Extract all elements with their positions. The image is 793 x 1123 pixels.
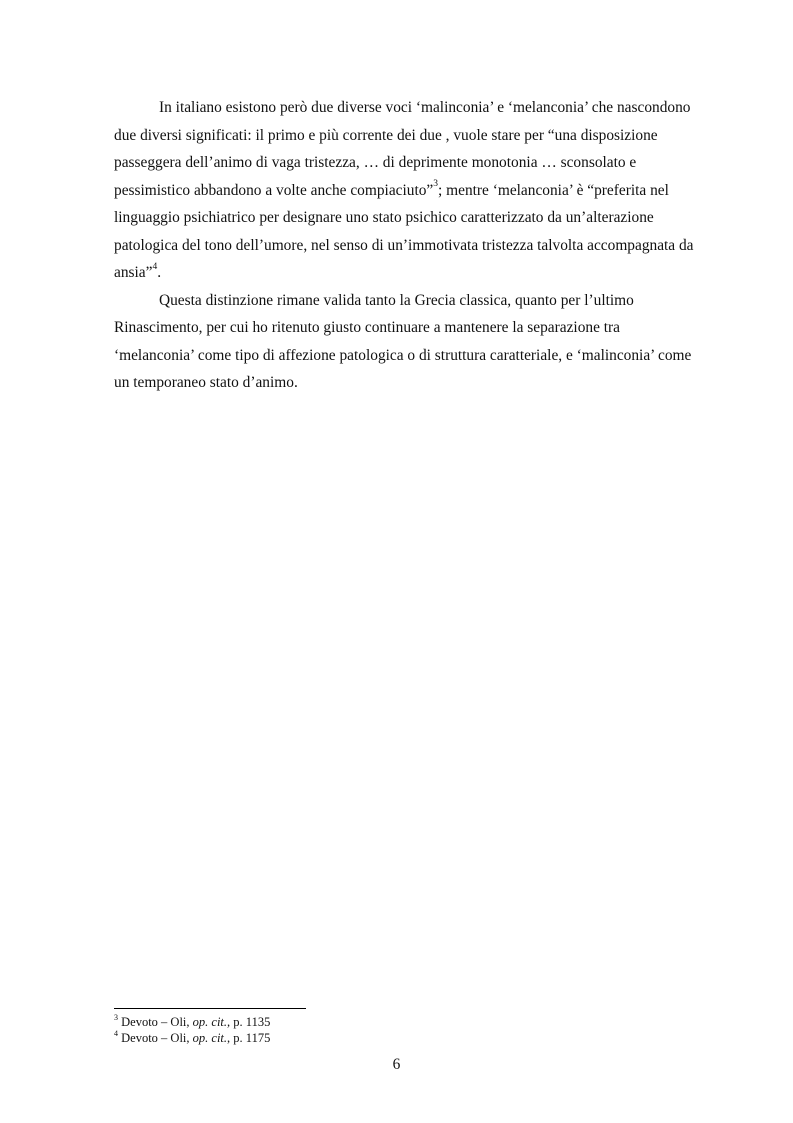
paragraph-1 bbox=[114, 94, 720, 287]
text-line: Questa distinzione rimane valida tanto la Grecia classica, quanto per l’ultimo bbox=[159, 291, 634, 309]
footnote-marker-4: 4 bbox=[152, 261, 158, 272]
text-line: linguaggio psichiatrico per designare uno stato psichico caratterizzato da un’alterazione bbox=[114, 209, 654, 226]
footnote-reference: op. cit., bbox=[192, 1015, 231, 1029]
footnote-number: 4 bbox=[114, 1028, 118, 1038]
text-run: ; mentre ‘melanconia’ è “preferita nel bbox=[438, 181, 669, 199]
footnote-author: Devoto – Oli, bbox=[121, 1031, 193, 1045]
footnote-4 bbox=[114, 1030, 614, 1046]
text-line: In italiano esistono però due diverse voci ‘malinconia’ e ‘melanconia’ che nascondono bbox=[159, 99, 691, 116]
footnote-page: p. 1135 bbox=[230, 1015, 271, 1029]
page-number: 6 bbox=[392, 1056, 401, 1073]
text-line: due diversi significati: il primo e più corrente dei due , vuole stare per “una disposizione bbox=[114, 126, 658, 144]
footnote-separator bbox=[114, 1008, 306, 1009]
text-line: passeggera dell’animo di vaga tristezza, … di deprimente monotonia … sconsolato e bbox=[114, 154, 637, 171]
text-line: Rinascimento, per cui ho ritenuto giusto continuare a mantenere la separazione tra bbox=[114, 319, 620, 336]
footnote-number: 3 bbox=[114, 1012, 118, 1022]
footnote-reference: op. cit. bbox=[192, 1031, 228, 1045]
footnotes bbox=[114, 1014, 614, 1046]
text-line bbox=[114, 259, 720, 287]
footnote-marker-3: 3 bbox=[433, 179, 439, 190]
text-run: ansia” bbox=[114, 264, 153, 281]
footnote-page: , p. 1175 bbox=[227, 1031, 271, 1045]
text-run: . bbox=[157, 264, 162, 281]
text-line bbox=[114, 177, 720, 205]
footnote-3 bbox=[114, 1014, 614, 1030]
body-text bbox=[114, 94, 720, 397]
footnote-author: Devoto – Oli, bbox=[121, 1015, 193, 1029]
text-run: pessimistico abbandono a volte anche compiaciuto” bbox=[114, 181, 434, 199]
text-line: patologica del tono dell’umore, nel senso di un’immotivata tristezza talvolta accompagnata da bbox=[114, 236, 694, 254]
paragraph-2 bbox=[114, 287, 720, 397]
text-line: un temporaneo stato d’animo. bbox=[114, 374, 298, 391]
text-line: ‘melanconia’ come tipo di affezione patologica o di struttura caratteriale, e ‘malinconia’ come bbox=[114, 346, 692, 364]
